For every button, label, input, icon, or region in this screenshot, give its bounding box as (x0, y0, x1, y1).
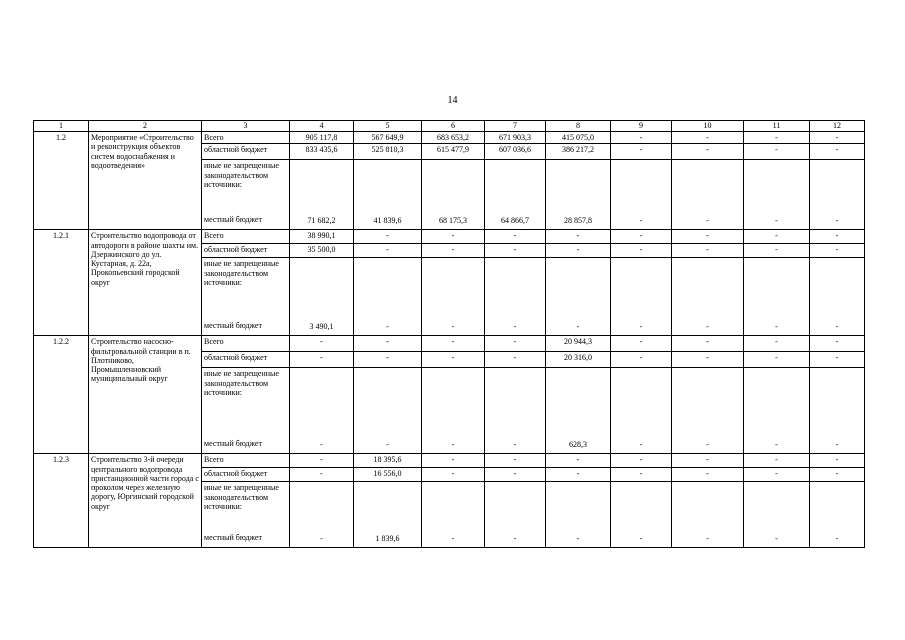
funding-source: областной бюджет (202, 244, 290, 258)
value-cell: - (810, 258, 865, 336)
funding-source-other: иные не запрещенные законодательством источники: (204, 483, 279, 511)
value-cell: - (672, 160, 744, 230)
value-cell: 20 316,0 (546, 352, 611, 368)
value-cell: 607 036,6 (485, 144, 546, 160)
value-cell: 615 477,9 (422, 144, 485, 160)
value-cell: - (810, 160, 865, 230)
value-cell: - (422, 244, 485, 258)
value-cell: - (611, 160, 672, 230)
value-cell: - (744, 230, 810, 244)
funding-source-local: местный бюджет (204, 321, 262, 331)
value-cell: - (546, 468, 611, 482)
value-cell: 71 682,2 (290, 160, 354, 230)
value-cell: 386 217,2 (546, 144, 611, 160)
table-row (34, 454, 865, 468)
value-cell: - (744, 352, 810, 368)
value-cell: 38 990,1 (290, 230, 354, 244)
funding-source-other: иные не запрещенные законодательством источники: (204, 161, 279, 189)
value-cell: - (744, 258, 810, 336)
value-cell: 683 653,2 (422, 132, 485, 144)
value-cell: - (744, 144, 810, 160)
column-header: 10 (672, 121, 744, 132)
value-cell: - (422, 468, 485, 482)
value-cell: - (810, 454, 865, 468)
table-row (34, 230, 865, 244)
value-cell: - (422, 368, 485, 454)
value-cell: - (485, 454, 546, 468)
value-cell: - (810, 368, 865, 454)
funding-source-other: иные не запрещенные законодательством источники: (204, 259, 279, 287)
item-name: Строительство водопровода от автодороги в районе шахты им. Дзержинского до ул. Кустарная, д. 22а, Прокопьевский городской округ (89, 230, 202, 336)
page-number: 14 (447, 95, 458, 106)
value-cell: - (810, 468, 865, 482)
value-cell: - (744, 132, 810, 144)
value-cell: - (546, 244, 611, 258)
column-header: 4 (290, 121, 354, 132)
column-header: 11 (744, 121, 810, 132)
value-cell: - (611, 368, 672, 454)
value-cell: - (485, 244, 546, 258)
value-cell: - (744, 368, 810, 454)
value-cell: - (485, 368, 546, 454)
value-cell: - (611, 132, 672, 144)
value-cell: - (672, 244, 744, 258)
value-cell: - (672, 454, 744, 468)
value-cell: - (546, 482, 611, 548)
value-cell: - (672, 144, 744, 160)
value-cell: - (672, 132, 744, 144)
value-cell: - (290, 482, 354, 548)
value-cell: - (744, 468, 810, 482)
value-cell: - (810, 230, 865, 244)
value-cell: - (744, 454, 810, 468)
value-cell: - (422, 230, 485, 244)
column-header: 6 (422, 121, 485, 132)
funding-source: Всего (202, 230, 290, 244)
value-cell: - (810, 352, 865, 368)
column-header: 5 (354, 121, 422, 132)
funding-source (202, 482, 290, 548)
value-cell: 64 866,7 (485, 160, 546, 230)
value-cell: 415 075,0 (546, 132, 611, 144)
funding-source: Всего (202, 336, 290, 352)
value-cell: - (354, 258, 422, 336)
value-cell: - (611, 482, 672, 548)
value-cell: 1 839,6 (354, 482, 422, 548)
funding-source (202, 368, 290, 454)
funding-source-local: местный бюджет (204, 215, 262, 225)
value-cell: - (611, 352, 672, 368)
funding-source-local: местный бюджет (204, 533, 262, 543)
funding-source (202, 258, 290, 336)
item-name: Строительство 3-й очереди центрального водопровода пристанционной части города с проколом через железную дорогу, Юргинский городской округ (89, 454, 202, 548)
value-cell: - (672, 468, 744, 482)
value-cell: - (810, 244, 865, 258)
value-cell: - (611, 244, 672, 258)
value-cell: 20 944,3 (546, 336, 611, 352)
value-cell: - (422, 352, 485, 368)
value-cell: 905 117,8 (290, 132, 354, 144)
funding-source: Всего (202, 132, 290, 144)
funding-source: областной бюджет (202, 468, 290, 482)
value-cell: - (485, 258, 546, 336)
value-cell: 18 395,6 (354, 454, 422, 468)
value-cell: - (290, 454, 354, 468)
value-cell: - (546, 454, 611, 468)
value-cell: - (354, 336, 422, 352)
value-cell: - (810, 336, 865, 352)
value-cell: - (810, 132, 865, 144)
value-cell: 28 857,8 (546, 160, 611, 230)
value-cell: - (672, 258, 744, 336)
value-cell: - (611, 336, 672, 352)
value-cell: - (744, 160, 810, 230)
value-cell: - (485, 352, 546, 368)
item-code: 1.2.3 (34, 454, 89, 548)
item-name: Строительство насосно-фильтровальной станции в п. Плотниково, Промышленновский муниципальный округ (89, 336, 202, 454)
value-cell: 35 500,0 (290, 244, 354, 258)
table-row (34, 336, 865, 352)
value-cell: - (354, 230, 422, 244)
column-header: 9 (611, 121, 672, 132)
funding-source: Всего (202, 454, 290, 468)
value-cell: 3 490,1 (290, 258, 354, 336)
value-cell: - (422, 258, 485, 336)
value-cell: - (672, 482, 744, 548)
value-cell: - (422, 336, 485, 352)
value-cell: - (611, 230, 672, 244)
funding-source (202, 160, 290, 230)
value-cell: - (485, 468, 546, 482)
table-row (34, 132, 865, 144)
value-cell: - (546, 258, 611, 336)
value-cell: - (485, 482, 546, 548)
column-header: 12 (810, 121, 865, 132)
value-cell: 68 175,3 (422, 160, 485, 230)
item-code: 1.2.1 (34, 230, 89, 336)
column-header: 1 (34, 121, 89, 132)
value-cell: - (290, 352, 354, 368)
column-header: 2 (89, 121, 202, 132)
value-cell: - (290, 468, 354, 482)
value-cell: - (672, 230, 744, 244)
value-cell: 628,3 (546, 368, 611, 454)
value-cell: 671 903,3 (485, 132, 546, 144)
value-cell: 41 839,6 (354, 160, 422, 230)
column-header: 7 (485, 121, 546, 132)
value-cell: - (485, 336, 546, 352)
value-cell: - (744, 336, 810, 352)
value-cell: - (672, 352, 744, 368)
value-cell: - (611, 468, 672, 482)
value-cell: - (290, 336, 354, 352)
value-cell: - (611, 454, 672, 468)
value-cell: 16 556,0 (354, 468, 422, 482)
value-cell: 567 649,9 (354, 132, 422, 144)
item-code: 1.2 (34, 132, 89, 230)
funding-source: областной бюджет (202, 144, 290, 160)
funding-source: областной бюджет (202, 352, 290, 368)
value-cell: - (744, 482, 810, 548)
value-cell: - (354, 368, 422, 454)
value-cell: - (744, 244, 810, 258)
column-header: 8 (546, 121, 611, 132)
item-code: 1.2.2 (34, 336, 89, 454)
value-cell: - (810, 144, 865, 160)
item-name: Мероприятие «Строительство и реконструкция объектов систем водоснабжения и водоотведения» (89, 132, 202, 230)
value-cell: 833 435,6 (290, 144, 354, 160)
value-cell: - (354, 352, 422, 368)
funding-source-local: местный бюджет (204, 439, 262, 449)
value-cell: - (611, 144, 672, 160)
value-cell: - (810, 482, 865, 548)
value-cell: - (546, 230, 611, 244)
value-cell: - (354, 244, 422, 258)
value-cell: - (422, 454, 485, 468)
value-cell: 525 810,3 (354, 144, 422, 160)
value-cell: - (485, 230, 546, 244)
funding-source-other: иные не запрещенные законодательством источники: (204, 369, 279, 397)
value-cell: - (422, 482, 485, 548)
value-cell: - (672, 368, 744, 454)
budget-table (33, 120, 865, 548)
value-cell: - (611, 258, 672, 336)
value-cell: - (672, 336, 744, 352)
column-header: 3 (202, 121, 290, 132)
header-row (34, 121, 865, 132)
value-cell: - (290, 368, 354, 454)
